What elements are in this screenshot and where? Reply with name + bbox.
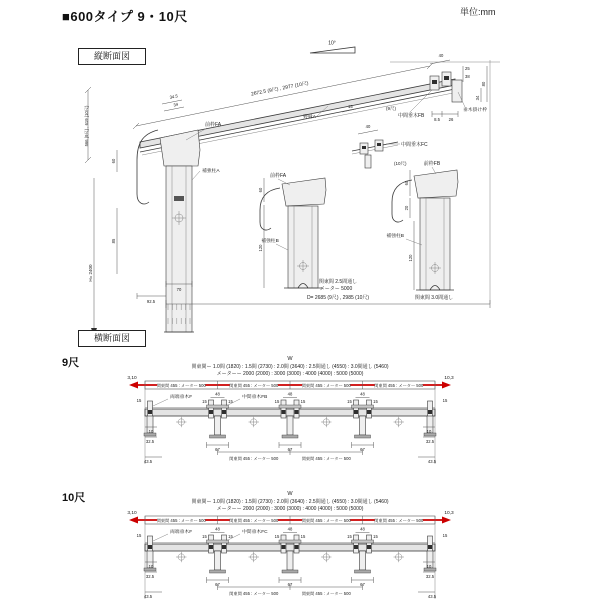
front-frame-b-label: 前枠FB [423, 161, 441, 167]
post-a-label: 補強柱A [202, 169, 220, 174]
dim-height-left: 566 (9尺) , 619 (10尺) [84, 105, 89, 147]
end-rafter-label: 両端垂木F [170, 395, 193, 400]
slope-dim-label: 2672.5 (9尺) , 2977 (10尺) [250, 80, 310, 98]
span-label: 関東間 455 : メーター 500 [156, 382, 206, 388]
dim-8-5: 8.5 [434, 117, 440, 122]
dim-43-5-right: 43.5 [427, 459, 437, 464]
dim-43-5-left: 43.5 [143, 594, 153, 599]
front-frame-a-label: 前枠FA [204, 122, 222, 128]
mid-rafter-fc-label: 中間垂木FC [401, 142, 428, 148]
dim-120-right: 120 [408, 254, 413, 262]
post-b-label: 補強柱B [261, 239, 279, 244]
span-label: 関東間 455 : メーター 500 [374, 517, 424, 523]
dim-h-total: H= 2400 [88, 264, 93, 282]
span-label: 関東間 455 : メーター 500 [156, 517, 206, 523]
meter-widths: メーターー 2000 (2000) : 3000 (3000) : 4000 (4000) : 5000 (5000) [216, 371, 364, 377]
hanger-label: 垂木掛け枠 [463, 108, 487, 113]
dim-15-slope: 15 [348, 104, 353, 109]
dim-15-end-left: 15 [136, 398, 142, 403]
corner-dim-left: 3,10 [127, 511, 137, 516]
span-label: 関東間 455 : メーター 500 [229, 517, 279, 523]
fc-note: (10尺) [394, 161, 407, 166]
mid-rafter-fb-label: 中間垂木FB [398, 113, 425, 119]
dim-40: 40 [438, 53, 444, 58]
dim-120: 120 [258, 244, 263, 252]
dim-34-5: 34.5 [169, 93, 179, 100]
caption-depth: D= 2685 (9尺) , 2985 (10尺) [306, 295, 370, 301]
post-b2-label: 補強柱B [386, 234, 404, 239]
mid-rafter-label: 中間垂木FB [242, 395, 268, 400]
vertical-section-drawing [80, 38, 510, 338]
cross-section-9-drawing: 48 15 15 67 W 関東間ー 1.0間 (1820) : 1.5間 (2730) : 2.0間 (3640) : 2.5間通し (4550) : 3.0間通し (5460) メーターー 2000 (2000) : 3000 (3000) : 4000 (4000) : 5000 (5000) 3,10 10,3 関東間 455 : メーター 500 関東間 455 : メーター 500 関東間 455 : メーター 500 関東間 455 : メーター 500 15 15 10 32.5 43.5 10 32.5 43.5 関東間 455 : メーター 500 関東間 455 : メーター 500 両端垂木F 中間垂木FB [104, 356, 454, 464]
dim-32-5-right: 32.5 [425, 574, 435, 579]
span-label-bottom: 関東間 455 : メーター 500 [229, 591, 279, 596]
dim-34-right: 34 [475, 95, 480, 101]
dim-20: 20 [404, 205, 409, 211]
kanto-widths: 関東間ー 1.0間 (1820) : 1.5間 (2730) : 2.0間 (3640) : 2.5間通し (4550) : 3.0間通し (5460) [191, 364, 389, 370]
dim-15-end-left: 15 [136, 533, 142, 538]
dim-10-left: 10 [148, 429, 154, 434]
vertical-section-box-label: 縦断面図 [78, 48, 146, 65]
dim-34: 34 [172, 101, 179, 108]
caption-meter-5000: メーター 5000 [319, 286, 353, 292]
w-label: W [287, 491, 293, 497]
dim-38: 38 [465, 74, 470, 79]
dim-25: 25 [465, 66, 470, 71]
panel-and-rafters [137, 516, 448, 599]
span-label-bottom: 関東間 455 : メーター 500 [229, 456, 279, 461]
caption-kanto-3-0: 関東間 3.0間通し [414, 295, 454, 301]
dim-32-5-right: 32.5 [425, 439, 435, 444]
dim-60-left: 60 [111, 158, 116, 164]
dim-40-fc: 40 [365, 124, 371, 129]
dim-10-left: 10 [148, 564, 154, 569]
span-label-bottom: 関東間 455 : メーター 500 [301, 591, 351, 596]
dim-43-5-right: 43.5 [427, 594, 437, 599]
cross-section-10-drawing: 48 15 15 67 W 関東間ー 1.0間 (1820) : 1.5間 (2730) : 2.0間 (3640) : 2.5間通し (4550) : 3.0間通し (5460) メーターー 2000 (2000) : 3000 (3000) : 4000 (4000) : 5000 (5000) 3,10 10,3 関東間 455 : メーター 500 関東間 455 : メーター 500 関東間 455 : メーター 500 関東間 455 : メーター 500 15 15 10 32.5 43.5 10 32.5 43.5 関東間 455 : メーター 500 関東間 455 : メーター 500 両端垂木F 中間垂木FC [104, 491, 454, 599]
dim-15-end-right: 15 [442, 533, 448, 538]
dim-10-right: 10 [426, 564, 432, 569]
mid-rafter-fc-detail [352, 124, 428, 168]
span-label: 関東間 455 : メーター 500 [301, 382, 351, 388]
span-label: 関東間 455 : メーター 500 [229, 382, 279, 388]
mid-rafter-label: 中間垂木FC [242, 530, 268, 535]
label-10shaku: 10尺 [62, 492, 86, 504]
dim-92-5: 92.5 [146, 299, 156, 304]
dim-85: 85 [111, 238, 116, 244]
dim-10-right: 10 [426, 429, 432, 434]
caption-kanto-2-5: 関東間 2.5間通し [318, 279, 358, 285]
bottom-span-dimensions [218, 584, 363, 597]
panel-and-rafters [137, 381, 448, 464]
post-a-callout [192, 167, 220, 180]
width-arrow-band [129, 516, 451, 524]
dim-32-5-left: 32.5 [145, 439, 155, 444]
dim-26: 26 [448, 117, 454, 122]
label-9shaku: 9尺 [62, 357, 80, 369]
end-rafter-label: 両端垂木F [170, 530, 193, 535]
bottom-span-dimensions [218, 449, 363, 462]
dim-80: 80 [481, 81, 486, 87]
page-title: ■600タイプ 9・10尺 [62, 9, 188, 24]
corner-dim-left: 3,10 [127, 376, 137, 381]
meter-widths: メーターー 2000 (2000) : 3000 (3000) : 4000 (4000) : 5000 (5000) [216, 506, 364, 512]
angle-label: 10° [328, 40, 336, 47]
corner-dim-right: 10,3 [444, 511, 454, 516]
dim-60-right: 60 [404, 180, 409, 186]
dim-43-5-left: 43.5 [143, 459, 153, 464]
dim-60-mid: 60 [258, 187, 263, 193]
fb-note: (9尺) [386, 106, 396, 111]
dim-32-5-left: 32.5 [145, 574, 155, 579]
nobuchi-label: 野縁A [303, 115, 316, 120]
span-label: 関東間 455 : メーター 500 [374, 382, 424, 388]
right-column-assembly [386, 160, 458, 290]
corner-dim-right: 10,3 [444, 376, 454, 381]
cross-section-box-label: 横断面図 [78, 330, 146, 347]
angle-indicator [310, 41, 355, 54]
front-frame-a2-label: 前枠FA [269, 173, 287, 179]
span-label-bottom: 関東間 455 : メーター 500 [301, 456, 351, 461]
slope-start-dims [162, 93, 184, 111]
middle-column-assembly [258, 172, 326, 288]
dim-70: 70 [176, 287, 182, 292]
dim-15-end-right: 15 [442, 398, 448, 403]
w-label: W [287, 356, 293, 362]
width-arrow-band [129, 381, 451, 389]
span-label: 関東間 455 : メーター 500 [301, 517, 351, 523]
kanto-widths: 関東間ー 1.0間 (1820) : 1.5間 (2730) : 2.0間 (3640) : 2.5間通し (4550) : 3.0間通し (5460) [191, 499, 389, 505]
unit-label: 単位:mm [460, 7, 496, 17]
